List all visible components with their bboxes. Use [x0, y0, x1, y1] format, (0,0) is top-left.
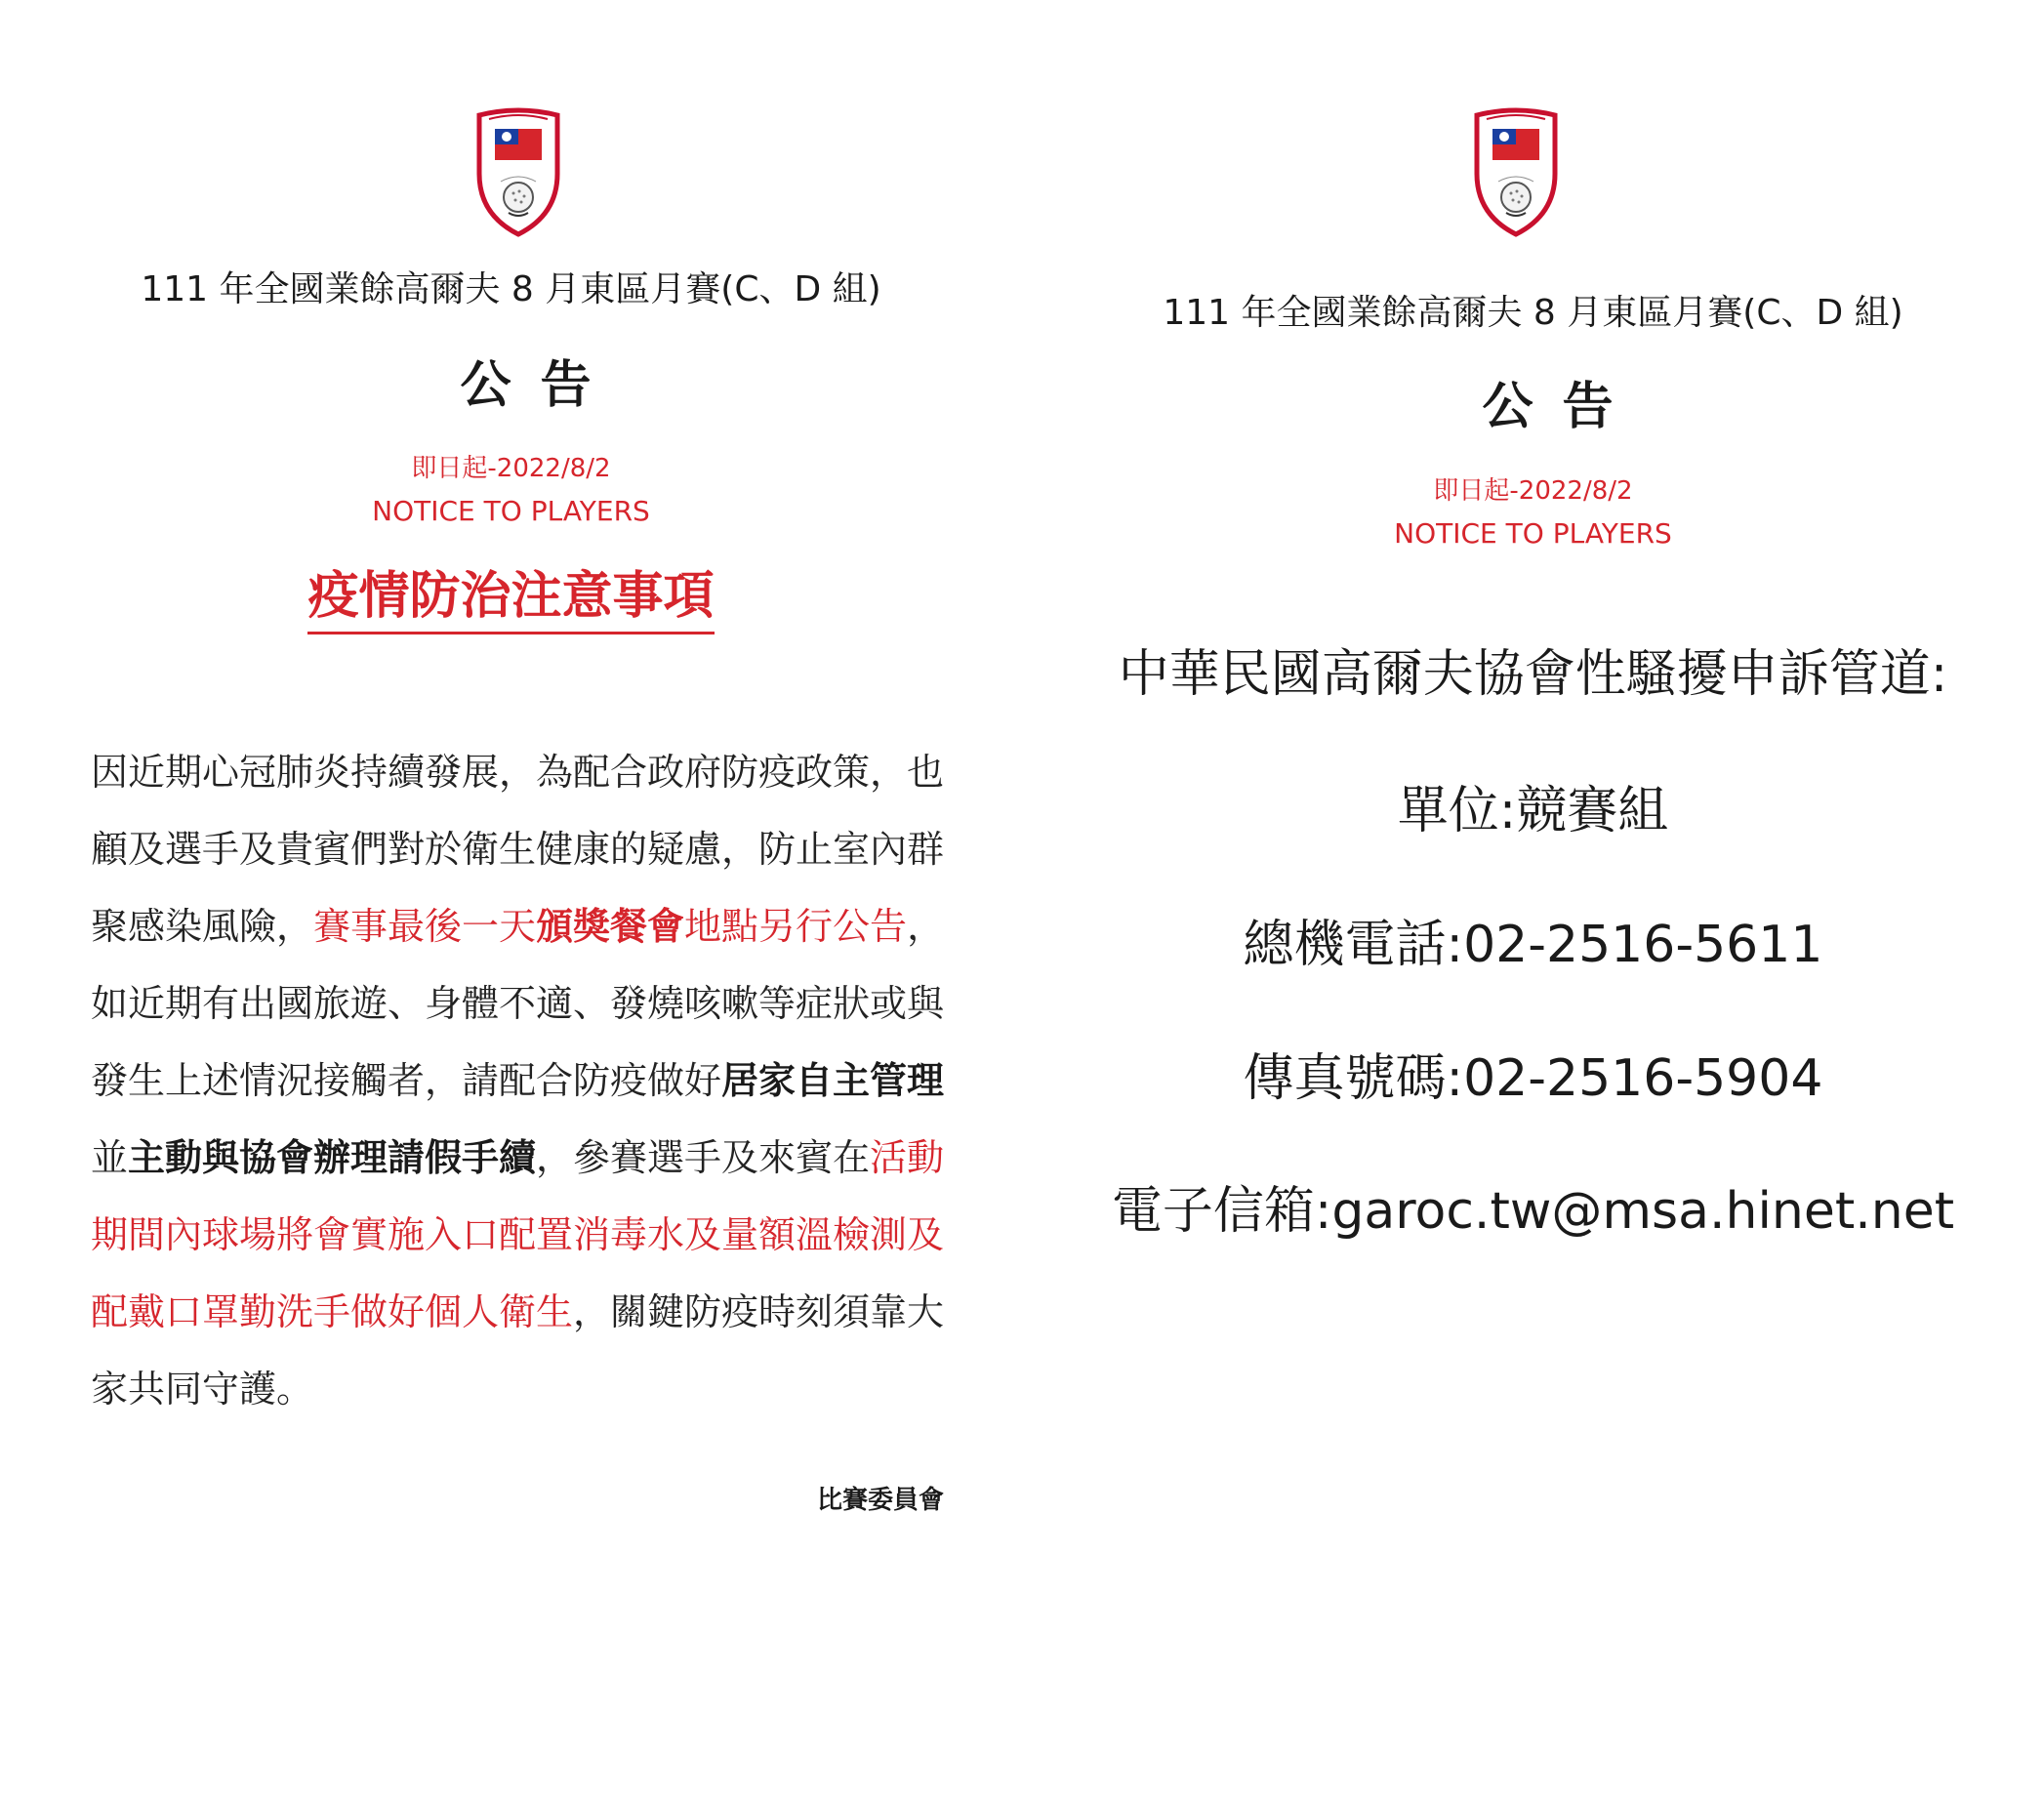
body-text-segment: ，參賽選手及來賓在 — [536, 1136, 871, 1179]
heading-wrapper — [0, 554, 1022, 634]
date-range: 即日起-2022/8/2 — [1433, 476, 1633, 506]
event-title: 111 年全國業餘高爾夫 8 月東區月賽(C、D 組) — [1163, 293, 1903, 333]
body-red-segment: 賽事最後一天 — [313, 905, 537, 948]
announcement-label: 公告 — [1482, 378, 1643, 436]
body-red-segment: 活動期間內球場將會實施入口配置消毒水及量額溫檢測及配戴口罩勤洗手做好個人衛生 — [91, 1136, 945, 1333]
notice-to-players: NOTICE TO PLAYERS — [1394, 517, 1672, 550]
body-text-segment: ，如近期有出國旅遊、身體不適、發燒咳嗽等症狀或與發生上述情況接觸者，請配合防疫做好 — [91, 905, 945, 1102]
garoc-emblem-icon — [473, 105, 563, 237]
contact-phone: 總機電話:02-2516-5611 — [1243, 916, 1823, 974]
right-page — [1022, 0, 2044, 1800]
garoc-emblem-icon — [1471, 105, 1561, 237]
announcement-label: 公告 — [460, 356, 621, 415]
contact-fax: 傳真號碼:02-2516-5904 — [1243, 1049, 1823, 1108]
body-text-segment: 因近期心冠肺炎持續發展，為配合政府防疫政策，也顧及選手及貴賓們對於衛生健康的疑慮，防止室內群聚感染風險， — [91, 751, 945, 948]
body-bold-segment: 居家自主管理 — [721, 1059, 945, 1102]
body-red-bold-segment: 頒獎餐會 — [536, 905, 685, 948]
body-text-segment: 並 — [91, 1136, 129, 1179]
harassment-complaint-heading: 中華民國高爾夫協會性騷擾申訴管道: — [1118, 645, 1948, 704]
notice-to-players: NOTICE TO PLAYERS — [372, 495, 650, 527]
contact-email[interactable]: 電子信箱:garoc.tw@msa.hinet.net — [1111, 1182, 1955, 1241]
committee-signature: 比賽委員會 — [816, 1486, 944, 1515]
event-title: 111 年全國業餘高爾夫 8 月東區月賽(C、D 組) — [141, 269, 881, 309]
contact-unit: 單位:競賽組 — [1397, 782, 1669, 840]
date-range: 即日起-2022/8/2 — [411, 454, 611, 483]
body-bold-segment: 主動與協會辦理請假手續 — [128, 1136, 537, 1179]
epidemic-prevention-heading: 疫情防治注意事項 — [307, 554, 714, 634]
body-red-segment: 地點另行公告 — [684, 905, 908, 948]
body-text-segment: ，關鍵防疫時刻須靠大家共同守護。 — [91, 1290, 945, 1411]
notice-body — [91, 734, 960, 1428]
